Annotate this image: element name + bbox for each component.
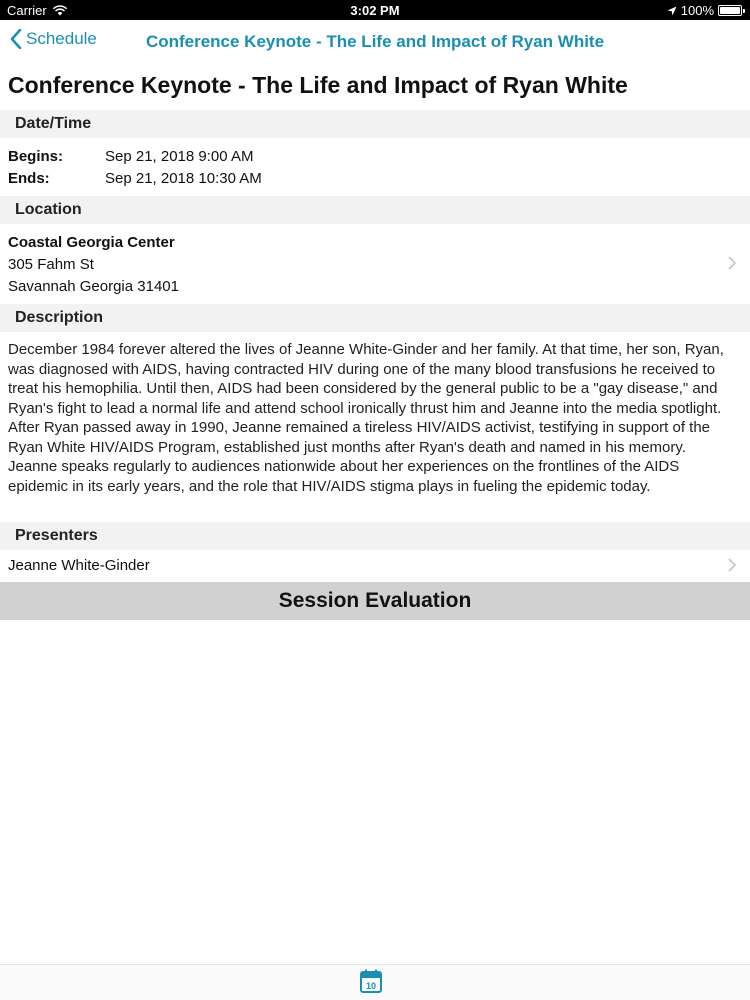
chevron-right-icon <box>728 256 736 270</box>
status-time: 3:02 PM <box>350 3 400 18</box>
carrier-label: Carrier <box>7 3 47 18</box>
description-text: December 1984 forever altered the lives of Jeanne White-Ginder and her family. At that time, her son, Ryan, was diagnosed with AIDS, having contracted HIV during one of the many blood transfusions he received to treat his hemophilia. Until then, AIDS had been considered by the general public to be a "gay disease," and Ryan's fight to lead a normal life and attend school ironically thrust him and Jeanne into the media spotlight. After Ryan passed away in 1990, Jeanne remained a tireless HIV/AIDS activist, testifying in support of the Ryan White HIV/AIDS Program, established just months after Ryan's death and named in his memory. Jeanne speaks regularly to audiences nationwide about her experiences on the frontlines of the AIDS epidemic in its early years, and the role that HIV/AIDS stigma plays in fueling the epidemic today. <box>8 341 724 495</box>
calendar-day: 10 <box>365 981 377 991</box>
begins-value: Sep 21, 2018 9:00 AM <box>105 148 254 165</box>
nav-title: Conference Keynote - The Life and Impact of Ryan White <box>145 32 605 51</box>
location-arrow-icon <box>667 6 677 16</box>
ends-value: Sep 21, 2018 10:30 AM <box>105 170 262 187</box>
location-city: Savannah Georgia 31401 <box>8 278 179 295</box>
back-button-label: Schedule <box>26 29 97 48</box>
calendar-tab[interactable] <box>360 969 382 993</box>
location-header: Location <box>0 196 750 224</box>
location-name: Coastal Georgia Center <box>8 234 175 251</box>
description-header: Description <box>0 304 750 332</box>
presenter-row[interactable] <box>0 552 750 580</box>
status-bar <box>0 0 750 20</box>
calendar-icon <box>360 969 382 993</box>
tab-bar <box>0 964 750 1000</box>
battery-icon <box>718 5 742 16</box>
begins-label: Begins: <box>8 148 64 165</box>
ends-label: Ends: <box>8 170 50 187</box>
location-street: 305 Fahm St <box>8 256 94 273</box>
session-evaluation-button[interactable]: Session Evaluation <box>0 582 750 620</box>
chevron-right-icon <box>728 558 736 572</box>
nav-bar <box>0 20 750 64</box>
presenters-header: Presenters <box>0 522 750 550</box>
status-right <box>667 3 742 18</box>
presenter-name: Jeanne White-Ginder <box>8 557 150 574</box>
page-title: Conference Keynote - The Life and Impact of Ryan White <box>8 72 628 98</box>
battery-percent: 100% <box>680 3 714 18</box>
datetime-header: Date/Time <box>0 110 750 138</box>
location-row[interactable] <box>0 226 750 298</box>
